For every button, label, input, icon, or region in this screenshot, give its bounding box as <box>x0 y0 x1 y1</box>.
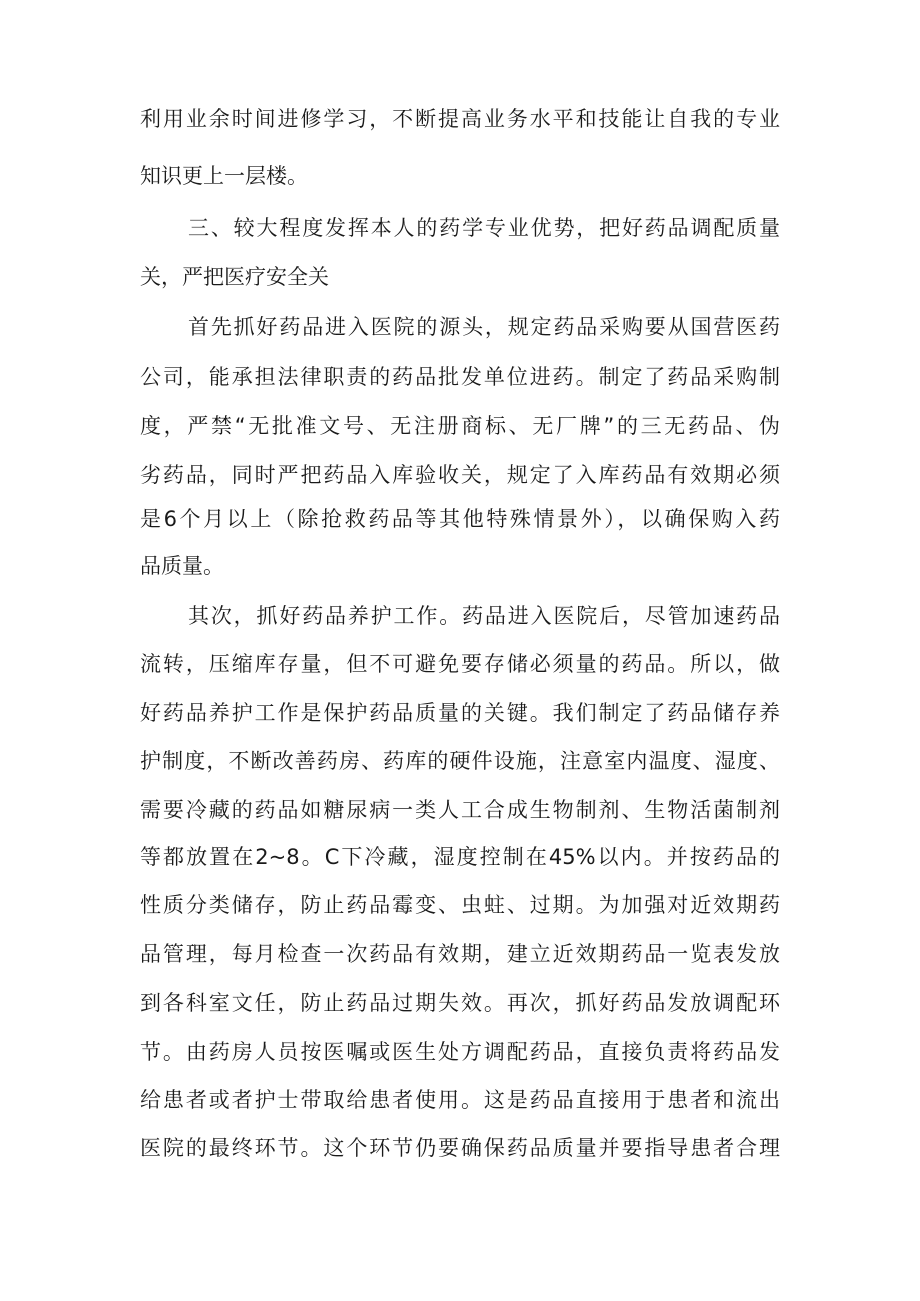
text-line: 是6个月以上（除抢救药品等其他特殊情景外），以确保购入药 <box>140 507 780 531</box>
text-line: 好药品养护工作是保护药品质量的关键。我们制定了药品储存养 <box>140 701 780 725</box>
text-line: 品质量。 <box>140 554 224 578</box>
text-line: 给患者或者护士带取给患者使用。这是药品直接用于患者和流出 <box>140 1088 780 1112</box>
text-line: 劣药品，同时严把药品入库验收关，规定了入库药品有效期必须 <box>140 463 780 487</box>
text-line: 知识更上一层楼。 <box>140 164 308 188</box>
text-line: 到各科室文任，防止药品过期失效。再次，抓好药品发放调配环 <box>140 991 780 1015</box>
text-line: 流转，压缩库存量，但不可避免要存储必须量的药品。所以，做 <box>140 652 780 676</box>
text-line: 首先抓好药品进入医院的源头，规定药品采购要从国营医药 <box>188 315 780 339</box>
text-line: 度，严禁“无批准文号、无注册商标、无厂牌”的三无药品、伪 <box>140 414 780 438</box>
text-line: 需要冷藏的药品如糖尿病一类人工合成生物制剂、生物活菌制剂 <box>140 798 780 822</box>
section-heading-line: 三、较大程度发挥本人的药学专业优势，把好药品调配质量 <box>188 216 780 240</box>
text-line: 医院的最终环节。这个环节仍要确保药品质量并要指导患者合理 <box>140 1136 780 1160</box>
text-line: 护制度，不断改善药房、药库的硬件设施，注意室内温度、湿度、 <box>140 749 780 773</box>
text-line: 品管理，每月检查一次药品有效期，建立近效期药品一览表发放 <box>140 942 780 966</box>
text-line: 利用业余时间进修学习，不断提高业务水平和技能让自我的专业 <box>140 107 780 131</box>
text-line: 等都放置在2~8。C下冷藏，湿度控制在45%以内。并按药品的 <box>140 845 780 869</box>
text-line: 节。由药房人员按医嘱或医生处方调配药品，直接负责将药品发 <box>140 1040 780 1064</box>
text-line: 性质分类储存，防止药品霉变、虫蛀、过期。为加强对近效期药 <box>140 893 780 917</box>
section-heading-line: 关，严把医疗安全关 <box>140 265 329 289</box>
text-line: 公司，能承担法律职责的药品批发单位进药。制定了药品采购制 <box>140 365 780 389</box>
text-line: 其次，抓好药品养护工作。药品进入医院后，尽管加速药品 <box>188 604 780 628</box>
